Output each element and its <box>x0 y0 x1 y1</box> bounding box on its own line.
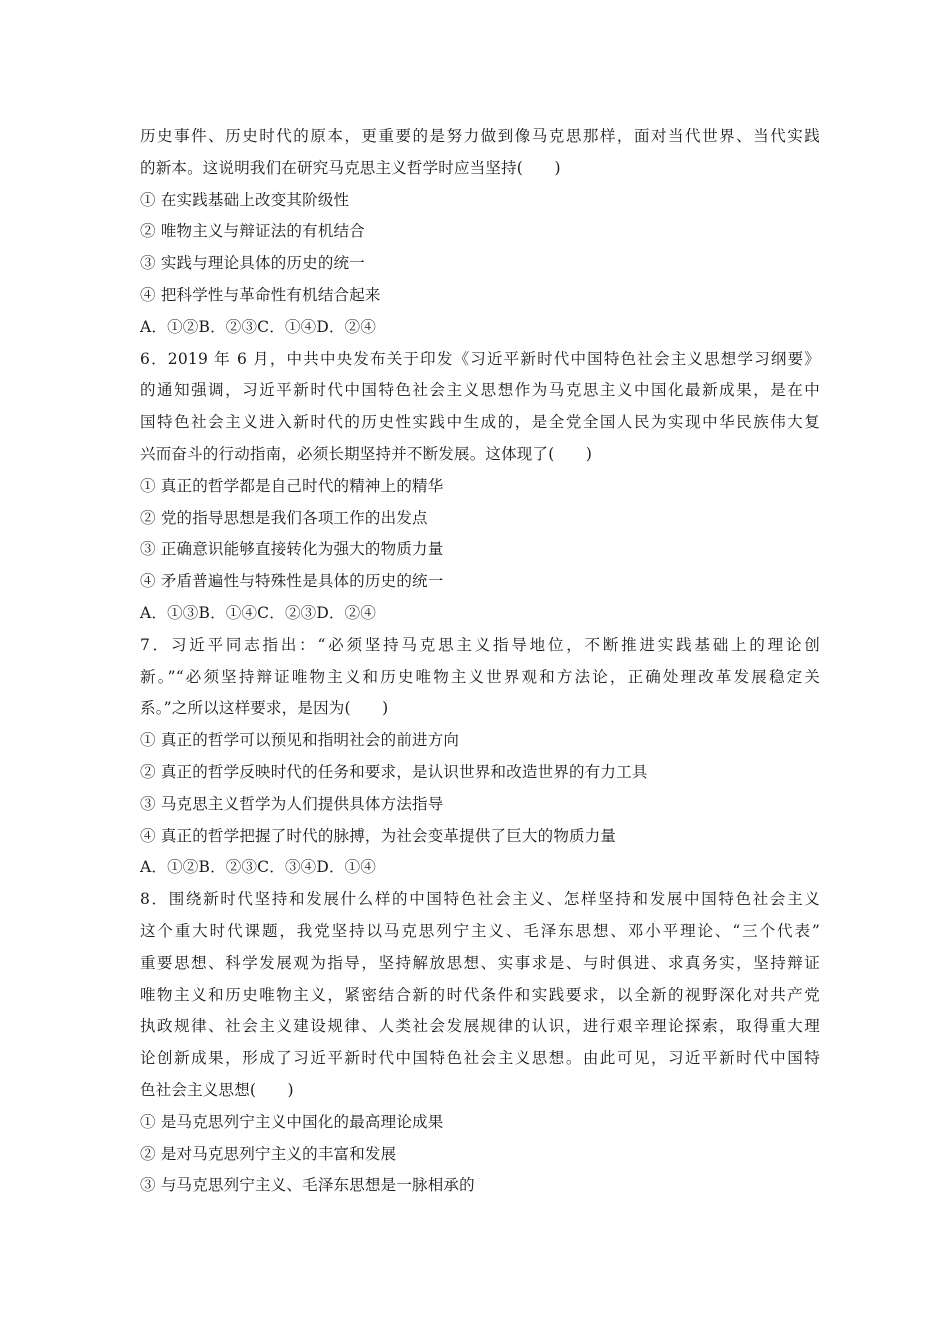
option-1: ① 是马克思列宁主义中国化的最高理论成果 <box>140 1112 444 1131</box>
question-stem-line: 6．2019 年 6 月，中共中央发布关于印发《习近平新时代中国特色社会主义思想学习纲要》 <box>140 349 820 368</box>
question-stem-line: 执政规律、社会主义建设规律、人类社会发展规律的认识，进行艰辛理论探索，取得重大理 <box>140 1017 820 1036</box>
question-stem-line: 色社会主义思想( ) <box>140 1080 294 1099</box>
option-2: ② 真正的哲学反映时代的任务和要求，是认识世界和改造世界的有力工具 <box>140 762 648 781</box>
question-stem-line: 系。”之所以这样要求，是因为( ) <box>140 699 389 718</box>
question-stem-line: 7．习近平同志指出：“必须坚持马克思主义指导地位，不断推进实践基础上的理论创 <box>140 635 820 654</box>
option-2: ② 是对马克思列宁主义的丰富和发展 <box>140 1144 397 1163</box>
question-stem-line: 新。”“必须坚持辩证唯物主义和历史唯物主义世界观和方法论，正确处理改革发展稳定关 <box>140 667 820 686</box>
option-3: ③ 实践与理论具体的历史的统一 <box>140 254 365 273</box>
question-stem-line: 国特色社会主义进入新时代的历史性实践中生成的，是全党全国人民为实现中华民族伟大复 <box>140 413 820 432</box>
question-7 <box>140 630 820 884</box>
question-5-continued <box>140 121 820 344</box>
answer-choices: A．①②B．②③C．③④D．①④ <box>140 858 377 877</box>
option-3: ③ 正确意识能够直接转化为强大的物质力量 <box>140 540 444 559</box>
question-6 <box>140 344 820 630</box>
option-2: ② 唯物主义与辩证法的有机结合 <box>140 222 365 241</box>
option-4: ④ 矛盾普遍性与特殊性是具体的历史的统一 <box>140 572 444 591</box>
option-1: ① 在实践基础上改变其阶级性 <box>140 190 350 209</box>
option-2: ② 党的指导思想是我们各项工作的出发点 <box>140 508 428 527</box>
option-4: ④ 把科学性与革命性有机结合起来 <box>140 285 381 304</box>
question-stem-line: 论创新成果，形成了习近平新时代中国特色社会主义思想。由此可见，习近平新时代中国特 <box>140 1049 820 1068</box>
option-4: ④ 真正的哲学把握了时代的脉搏，为社会变革提供了巨大的物质力量 <box>140 826 617 845</box>
question-stem-line: 兴而奋斗的行动指南，必须长期坚持并不断发展。这体现了( ) <box>140 444 593 463</box>
question-8 <box>140 884 820 1202</box>
question-stem-line: 历史事件、历史时代的原本，更重要的是努力做到像马克思那样，面对当代世界、当代实践 <box>140 127 820 145</box>
question-stem-line: 的新本。这说明我们在研究马克思主义哲学时应当坚持( ) <box>140 158 561 177</box>
question-stem-line: 重要思想、科学发展观为指导，坚持解放思想、实事求是、与时俱进、求真务实，坚持辩证 <box>140 953 820 972</box>
option-1: ① 真正的哲学都是自己时代的精神上的精华 <box>140 476 444 495</box>
question-stem-line: 这个重大时代课题，我党坚持以马克思列宁主义、毛泽东思想、邓小平理论、“三个代表” <box>140 921 820 940</box>
option-3: ③ 马克思主义哲学为人们提供具体方法指导 <box>140 794 444 813</box>
question-stem-line: 唯物主义和历史唯物主义，紧密结合新的时代条件和实践要求，以全新的视野深化对共产党 <box>140 985 820 1004</box>
answer-choices: A．①③B．①④C．②③D．②④ <box>140 603 377 622</box>
question-stem-line: 8．围绕新时代坚持和发展什么样的中国特色社会主义、怎样坚持和发展中国特色社会主义 <box>140 890 820 909</box>
answer-choices: A．①②B．②③C．①④D．②④ <box>140 317 377 336</box>
question-stem-line: 的通知强调，习近平新时代中国特色社会主义思想作为马克思主义中国化最新成果，是在中 <box>140 381 820 400</box>
document-page <box>140 121 820 1202</box>
option-3: ③ 与马克思列宁主义、毛泽东思想是一脉相承的 <box>140 1176 475 1195</box>
option-1: ① 真正的哲学可以预见和指明社会的前进方向 <box>140 731 460 750</box>
